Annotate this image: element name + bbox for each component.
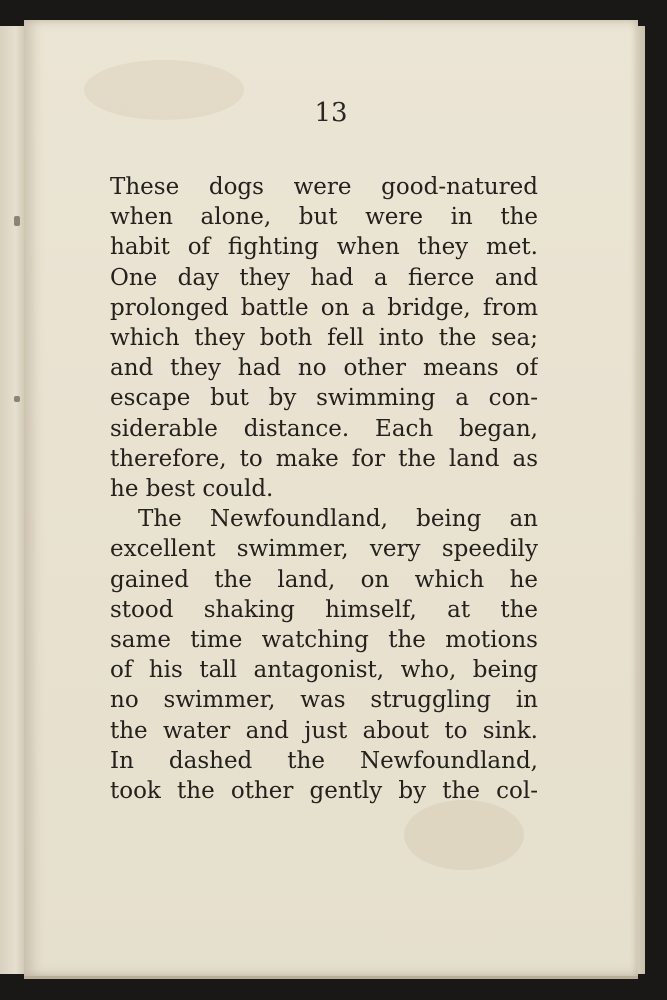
- book-page: [24, 20, 638, 979]
- gutter-mark: [14, 216, 20, 226]
- text-line: siderable distance. Each began,: [110, 415, 538, 442]
- text-line: excellent swimmer, very speedily: [110, 536, 538, 563]
- text-line: therefore, to make for the land as: [110, 445, 538, 472]
- text-line: In dashed the Newfoundland,: [110, 747, 538, 774]
- text-line: no swimmer, was struggling in: [110, 687, 538, 714]
- text-line: gained the land, on which he: [110, 566, 538, 593]
- text-line: One day they had a fierce and: [110, 264, 538, 291]
- text-line: which they both fell into the sea;: [110, 325, 538, 352]
- text-line: prolonged battle on a bridge, from: [110, 294, 538, 321]
- text-line: escape but by swimming a con-: [110, 385, 538, 412]
- text-line: These dogs were good-natured: [110, 174, 538, 200]
- text-line-paragraph-end: he best could.: [110, 476, 274, 503]
- text-line: of his tall antagonist, who, being: [110, 657, 538, 684]
- text-line: and they had no other means of: [110, 355, 538, 382]
- text-line: habit of fighting when they met.: [110, 234, 538, 261]
- text-line: same time watching the motions: [110, 627, 538, 654]
- text-line: the water and just about to sink.: [110, 717, 538, 744]
- previous-page-edge: [0, 26, 27, 974]
- paper-stain: [404, 800, 524, 870]
- text-line: when alone, but were in the: [110, 204, 538, 231]
- body-text: [110, 172, 538, 806]
- text-line-paragraph-start: The Newfoundland, being an: [138, 506, 538, 533]
- text-line: stood shaking himself, at the: [110, 596, 538, 623]
- text-line: took the other gently by the col-: [110, 778, 538, 805]
- page-number: 13: [314, 98, 348, 128]
- gutter-mark: [14, 396, 20, 402]
